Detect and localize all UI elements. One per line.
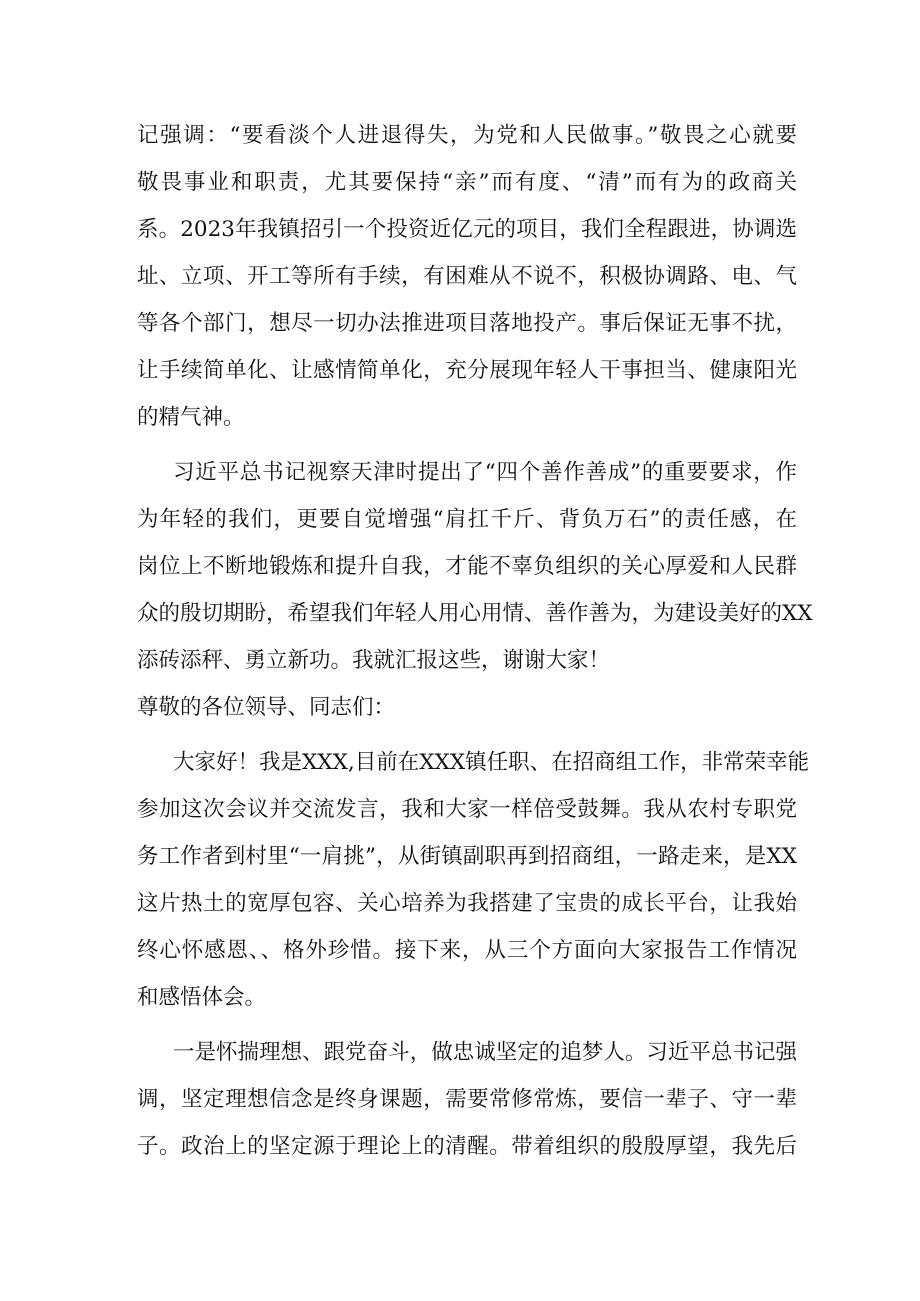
text-line: 等各个部门，想尽一切办法推进项目落地投产。事后保证无事不扰， xyxy=(137,311,797,336)
text-line: 的精气神。 xyxy=(137,405,245,430)
salutation xyxy=(137,684,797,731)
text-line: 终心怀感恩、、格外珍惜。接下来，从三个方面向大家报告工作情况 xyxy=(137,938,797,963)
text-line: 让手续简单化、让感情简单化，充分展现年轻人干事担当、健康阳光 xyxy=(137,358,797,383)
text-line: 记强调：“要看淡个人进退得失，为党和人民做事。”敬畏之心就要 xyxy=(137,123,797,148)
text-line: 为年轻的我们，更要自觉增强“肩扛千斤、背负万石”的责任感，在 xyxy=(137,507,797,532)
text-line: 大家好！我是XXX,目前在XXX镇任职、在招商组工作，非常荣幸能 xyxy=(173,750,810,775)
text-line: 子。政治上的坚定源于理论上的清醒。带着组织的殷殷厚望，我先后 xyxy=(137,1134,797,1159)
text-line: 址、立项、开工等所有手续，有困难从不说不，积极协调路、电、气 xyxy=(137,264,797,289)
paragraph-4 xyxy=(137,1029,797,1170)
paragraph-gap xyxy=(137,1021,797,1029)
text-line: 添砖添秤、勇立新功。我就汇报这些，谢谢大家！ xyxy=(137,648,611,673)
text-line: 一是怀揣理想、跟党奋斗，做忠诚坚定的追梦人。习近平总书记强 xyxy=(173,1040,797,1065)
paragraph-gap xyxy=(137,731,797,739)
text-line: 调，坚定理想信念是终身课题，需要常修常炼，要信一辈子、守一辈 xyxy=(137,1087,797,1112)
paragraph-3 xyxy=(137,739,810,1021)
text-line: 参加这次会议并交流发言，我和大家一样倍受鼓舞。我从农村专职党 xyxy=(137,797,797,822)
paragraph-gap xyxy=(137,441,797,449)
text-line: 众的殷切期盼，希望我们年轻人用心用情、善作善为，为建设美好的XX xyxy=(137,601,813,626)
paragraph-1 xyxy=(137,112,797,441)
text-line: 岗位上不断地锻炼和提升自我，才能不辜负组织的关心厚爱和人民群 xyxy=(137,554,797,579)
text-line: 系。2023年我镇招引一个投资近亿元的项目，我们全程跟进，协调选 xyxy=(137,217,797,242)
text-line: 尊敬的各位领导、同志们： xyxy=(137,695,396,720)
text-line: 务工作者到村里“一肩挑”，从街镇副职再到招商组，一路走来，是XX xyxy=(137,844,797,869)
text-line: 敬畏事业和职责，尤其要保持“亲”而有度、“清”而有为的政商关 xyxy=(137,170,797,195)
text-line: 习近平总书记视察天津时提出了“四个善作善成”的重要要求，作 xyxy=(173,460,797,485)
text-line: 这片热土的宽厚包容、关心培养为我搭建了宝贵的成长平台，让我始 xyxy=(137,891,797,916)
text-line: 和感悟体会。 xyxy=(137,985,267,1010)
document-body xyxy=(137,112,813,1170)
paragraph-2 xyxy=(137,449,813,684)
